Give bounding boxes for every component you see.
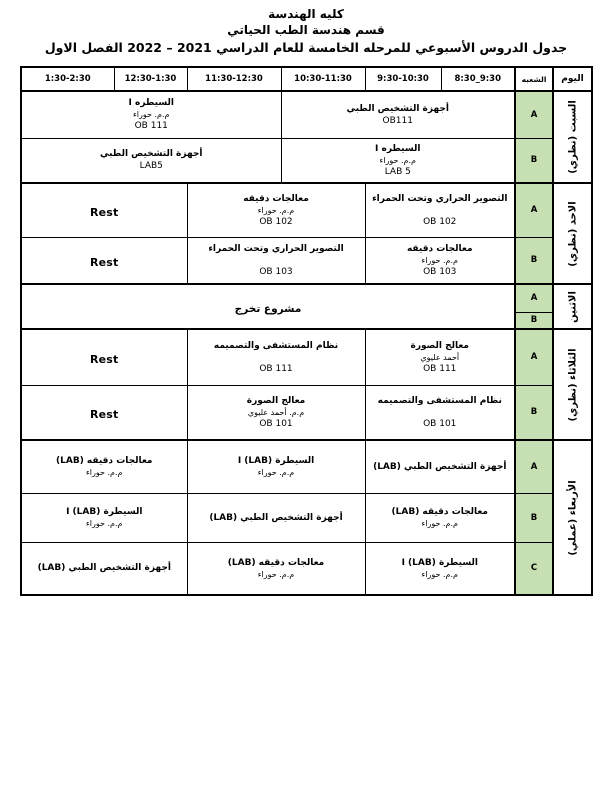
time-header-cell: 10:30-11:30	[281, 67, 365, 91]
course-title: معالج الصورة	[410, 340, 469, 351]
day-column-header: اليوم	[553, 67, 592, 91]
section-column-header: الشعبه	[515, 67, 553, 91]
room-code: OB 102	[259, 216, 293, 227]
course-cell	[281, 91, 515, 138]
project-title: مشروع تخرج	[234, 303, 302, 315]
course-title: نظام المستشفى والتصميمه	[213, 340, 339, 351]
course-title: معالجات دقيقه (LAB)	[56, 456, 153, 467]
rest-cell	[21, 183, 187, 237]
day-label: الثلاثاء (نظري)	[567, 348, 578, 421]
course-cell	[21, 138, 281, 183]
course-cell	[21, 91, 281, 138]
course-title: السيطرة I (LAB)	[237, 456, 315, 467]
course-cell	[365, 385, 515, 440]
course-title: التصوير الحراري وتحت الحمراء	[208, 243, 344, 254]
course-cell	[187, 183, 365, 237]
course-title: أجهزة التشخيص الطبي (LAB)	[373, 461, 507, 472]
course-title: معالجات دقيقه	[243, 193, 309, 204]
course-title: أجهزة التشخيص الطبي	[346, 103, 449, 114]
day-label: الاثنين	[567, 290, 578, 323]
room-code: OB 111	[134, 121, 168, 132]
day-label: الأربعاء (عملي)	[567, 479, 578, 556]
day-label: الاحد (نظري)	[567, 200, 578, 267]
course-title: معالجات دقيقه (LAB)	[391, 507, 489, 517]
day-block-sunday	[21, 183, 592, 284]
rest-cell	[21, 385, 187, 440]
course-title: معالجات دقيقه	[406, 243, 473, 254]
instructor-name: م.م. حوراء	[421, 569, 458, 579]
course-title: معالجات دقيقه (LAB)	[227, 557, 325, 568]
course-cell	[187, 440, 365, 493]
time-header-cell: 9:30-10:30	[365, 67, 441, 91]
instructor-name: م.م. حوراء	[257, 205, 295, 215]
room-code: OB 102	[423, 216, 457, 227]
section-badge: A	[515, 329, 553, 385]
rest-cell	[21, 329, 187, 385]
instructor-name: م.م. حوراء	[379, 155, 416, 165]
day-block-monday	[21, 284, 592, 329]
time-header-cell: 11:30-12:30	[187, 67, 281, 91]
instructor-name: م.م. حوراء	[421, 255, 458, 265]
rest-label: Rest	[89, 352, 119, 366]
course-title: السيطرة I (LAB)	[401, 557, 478, 568]
course-title: السيطرة I (LAB)	[66, 507, 143, 517]
room-code: OB 103	[259, 266, 293, 277]
course-cell	[21, 493, 187, 542]
course-cell	[365, 329, 515, 385]
course-cell	[365, 183, 515, 237]
instructor-name: أحمد عليوي	[420, 352, 460, 362]
course-title: معالج الصورة	[246, 395, 306, 406]
course-title: نظام المستشفى والتصميمه	[377, 395, 502, 406]
room-code: OB 101	[423, 418, 457, 429]
time-header-cell: 8:30_9:30	[441, 67, 515, 91]
course-cell	[21, 542, 187, 595]
day-label-cell	[553, 440, 592, 595]
course-title: أجهزة التشخيص الطبي (LAB)	[37, 563, 171, 574]
section-badge: C	[515, 542, 553, 595]
section-badge: B	[515, 312, 553, 329]
day-label-cell	[553, 329, 592, 440]
room-code: OB 111	[259, 363, 293, 374]
course-cell	[187, 385, 365, 440]
instructor-name: م.م. حوراء	[133, 110, 170, 120]
instructor-name: م.م. حوراء	[86, 468, 123, 478]
course-title: أجهزة التشخيص الطبي (LAB)	[209, 512, 343, 523]
document-header	[0, 0, 612, 56]
rest-label: Rest	[89, 407, 119, 421]
section-badge: B	[515, 138, 553, 183]
course-title: أجهزة التشخيص الطبي	[100, 149, 203, 160]
rest-cell	[21, 237, 187, 284]
instructor-name: م.م. أحمد عليوي	[247, 407, 305, 417]
day-block-saturday	[21, 91, 592, 183]
room-code: OB 111	[423, 363, 457, 374]
course-cell	[21, 440, 187, 493]
section-badge: A	[515, 440, 553, 493]
schedule-title: جدول الدروس الأسبوعي للمرحله الخامسة للعام الدراسي 2021 – 2022 الفصل الاول	[44, 40, 568, 55]
course-cell	[187, 493, 365, 542]
course-cell	[281, 138, 515, 183]
section-badge: B	[515, 385, 553, 440]
day-label-cell	[553, 284, 592, 329]
project-cell	[21, 284, 515, 329]
course-cell	[365, 440, 515, 493]
course-title: التصوير الحراري وتحت الحمراء	[372, 193, 508, 204]
day-label-cell	[553, 183, 592, 284]
section-badge: A	[515, 91, 553, 138]
instructor-name: م.م. حوراء	[257, 569, 295, 579]
rest-label: Rest	[89, 205, 119, 219]
course-cell	[187, 237, 365, 284]
day-label: السبت (نظري)	[567, 100, 578, 174]
rest-label: Rest	[89, 255, 119, 269]
course-title: السيطره I	[375, 143, 421, 154]
day-block-tuesday	[21, 329, 592, 440]
instructor-name: م.م. حوراء	[86, 519, 123, 528]
section-badge: A	[515, 183, 553, 237]
day-label-cell	[553, 91, 592, 183]
section-badge: B	[515, 237, 553, 284]
room-code: LAB 5	[384, 166, 411, 177]
section-badge: A	[515, 284, 553, 312]
room-code: OB 101	[259, 418, 293, 429]
department-title: قسم هندسة الطب الحياتي	[227, 23, 385, 37]
room-code: OB 103	[423, 266, 457, 277]
section-badge: B	[515, 493, 553, 542]
course-title: السيطره I	[128, 98, 174, 109]
course-cell	[187, 329, 365, 385]
college-title: كليه الهندسة	[268, 7, 344, 21]
course-cell	[365, 542, 515, 595]
schedule-table	[20, 66, 593, 596]
time-header-cell: 12:30-1:30	[114, 67, 187, 91]
time-header-cell: 1:30-2:30	[21, 67, 114, 91]
course-cell	[365, 493, 515, 542]
room-code: OB111	[382, 115, 413, 126]
instructor-name: م.م. حوراء	[257, 468, 295, 478]
table-header-row	[21, 67, 592, 91]
room-code: LAB5	[139, 161, 163, 172]
day-block-wednesday	[21, 440, 592, 595]
course-cell	[365, 237, 515, 284]
instructor-name: م.م. حوراء	[421, 519, 458, 528]
course-cell	[187, 542, 365, 595]
